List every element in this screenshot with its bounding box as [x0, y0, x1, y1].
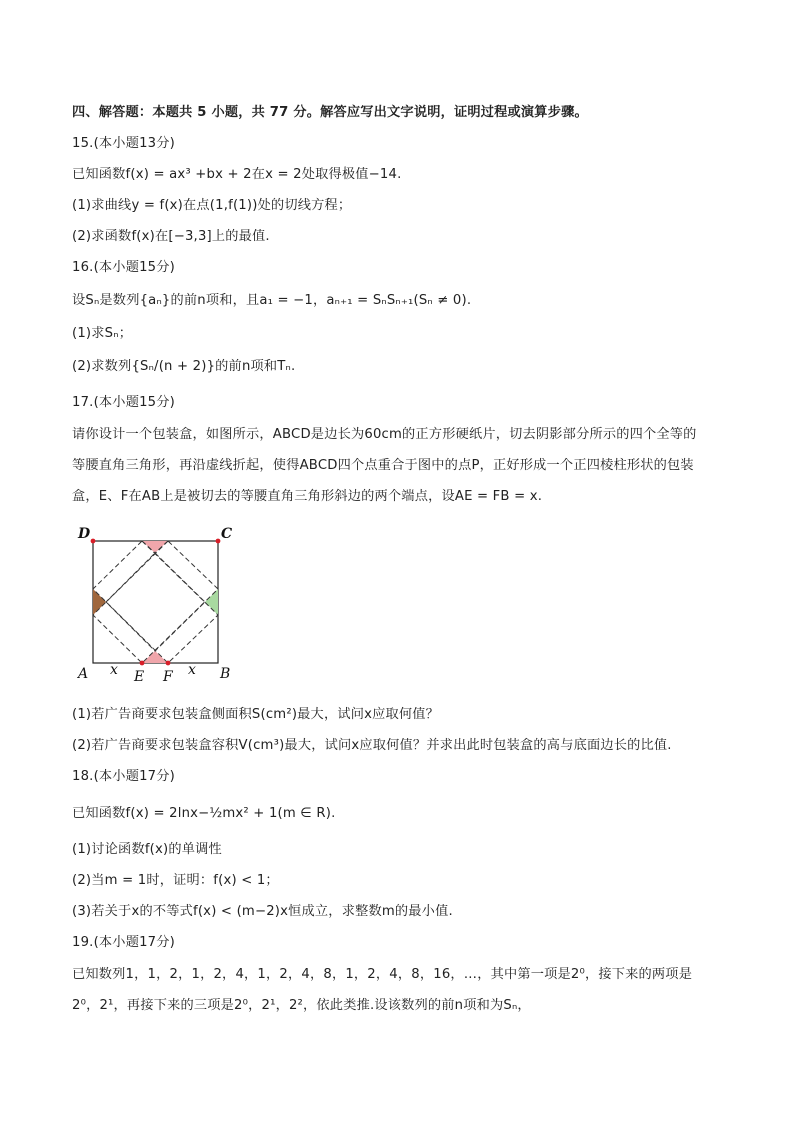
fold-lines [93, 541, 218, 663]
section-heading: 四、解答题：本题共 5 小题，共 77 分。解答应写出文字说明，证明过程或演算步骤。 [72, 105, 588, 120]
problem-17-line-3: 盒，E、F在AB上是被切去的等腰直角三角形斜边的两个端点，设AE = FB = x. [72, 489, 543, 504]
packaging-box-figure [72, 522, 242, 690]
shaded-triangle-top [142, 541, 168, 553]
problem-17-line-1: 请你设计一个包装盒，如图所示，ABCD是边长为60cm的正方形硬纸片，切去阴影部分所示的四个全等的 [72, 427, 697, 442]
vertex-dot-f [166, 661, 171, 666]
problem-16-header: 16.(本小题15分) [72, 260, 175, 275]
problem-18-line-1: 已知函数f(x) = 2lnx−½mx² + 1(m ∈ R). [72, 806, 336, 821]
problem-19-line-2: 2⁰，2¹，再接下来的三项是2⁰，2¹，2²，依此类推.设该数列的前n项和为Sₙ， [72, 998, 531, 1013]
shaded-triangle-left [93, 589, 106, 615]
problem-18-line-4: (3)若关于x的不等式f(x) < (m−2)x恒成立，求整数m的最小值. [72, 904, 453, 919]
problem-16-line-1: 设Sₙ是数列{aₙ}的前n项和，且a₁ = −1，aₙ₊₁ = SₙSₙ₊₁(Sₙ ≠ 0). [72, 293, 472, 308]
problem-16-line-2: (1)求Sₙ； [72, 326, 133, 341]
label-b: B [220, 666, 231, 682]
problem-15-line-2: (1)求曲线y = f(x)在点(1,f(1))处的切线方程； [72, 198, 352, 213]
problem-17-header: 17.(本小题15分) [72, 395, 175, 410]
shaded-triangle-right [205, 589, 218, 615]
label-e: E [134, 669, 145, 685]
vertex-dot-c [216, 539, 221, 544]
label-f: F [163, 669, 173, 685]
problem-19-header: 19.(本小题17分) [72, 935, 175, 950]
vertex-dot-d [91, 539, 96, 544]
problem-17-line-2: 等腰直角三角形，再沿虚线折起，使得ABCD四个点重合于图中的点P，正好形成一个正四棱柱形状的包装 [72, 458, 694, 473]
label-d: D [78, 526, 91, 542]
problem-18-header: 18.(本小题17分) [72, 769, 175, 784]
problem-19-line-1: 已知数列1，1，2，1，2，4，1，2，4，8，1，2，4，8，16，…，其中第一项是2⁰，接下来的两项是 [72, 967, 693, 982]
problem-16-line-3: (2)求数列{Sₙ/(n + 2)}的前n项和Tₙ. [72, 359, 296, 374]
label-a: A [78, 666, 89, 682]
shaded-triangle-bottom [142, 651, 168, 663]
problem-17-part-1: (1)若广告商要求包装盒侧面积S(cm²)最大，试问x应取何值？ [72, 707, 440, 722]
problem-15-line-1: 已知函数f(x) = ax³ +bx + 2在x = 2处取得极值−14. [72, 167, 402, 182]
problem-18-line-2: (1)讨论函数f(x)的单调性 [72, 842, 222, 857]
problem-15-line-3: (2)求函数f(x)在[−3,3]上的最值. [72, 229, 270, 244]
label-x-left: x [110, 662, 118, 678]
problem-15-header: 15.(本小题13分) [72, 136, 175, 151]
vertex-dot-e [140, 661, 145, 666]
problem-18-line-3: (2)当m = 1时，证明：f(x) < 1； [72, 873, 279, 888]
label-c: C [221, 526, 233, 542]
problem-17-part-2: (2)若广告商要求包装盒容积V(cm³)最大，试问x应取何值？并求出此时包装盒的高与底面边长的比值. [72, 738, 672, 753]
square-abcd [93, 541, 218, 663]
label-x-right: x [188, 662, 196, 678]
